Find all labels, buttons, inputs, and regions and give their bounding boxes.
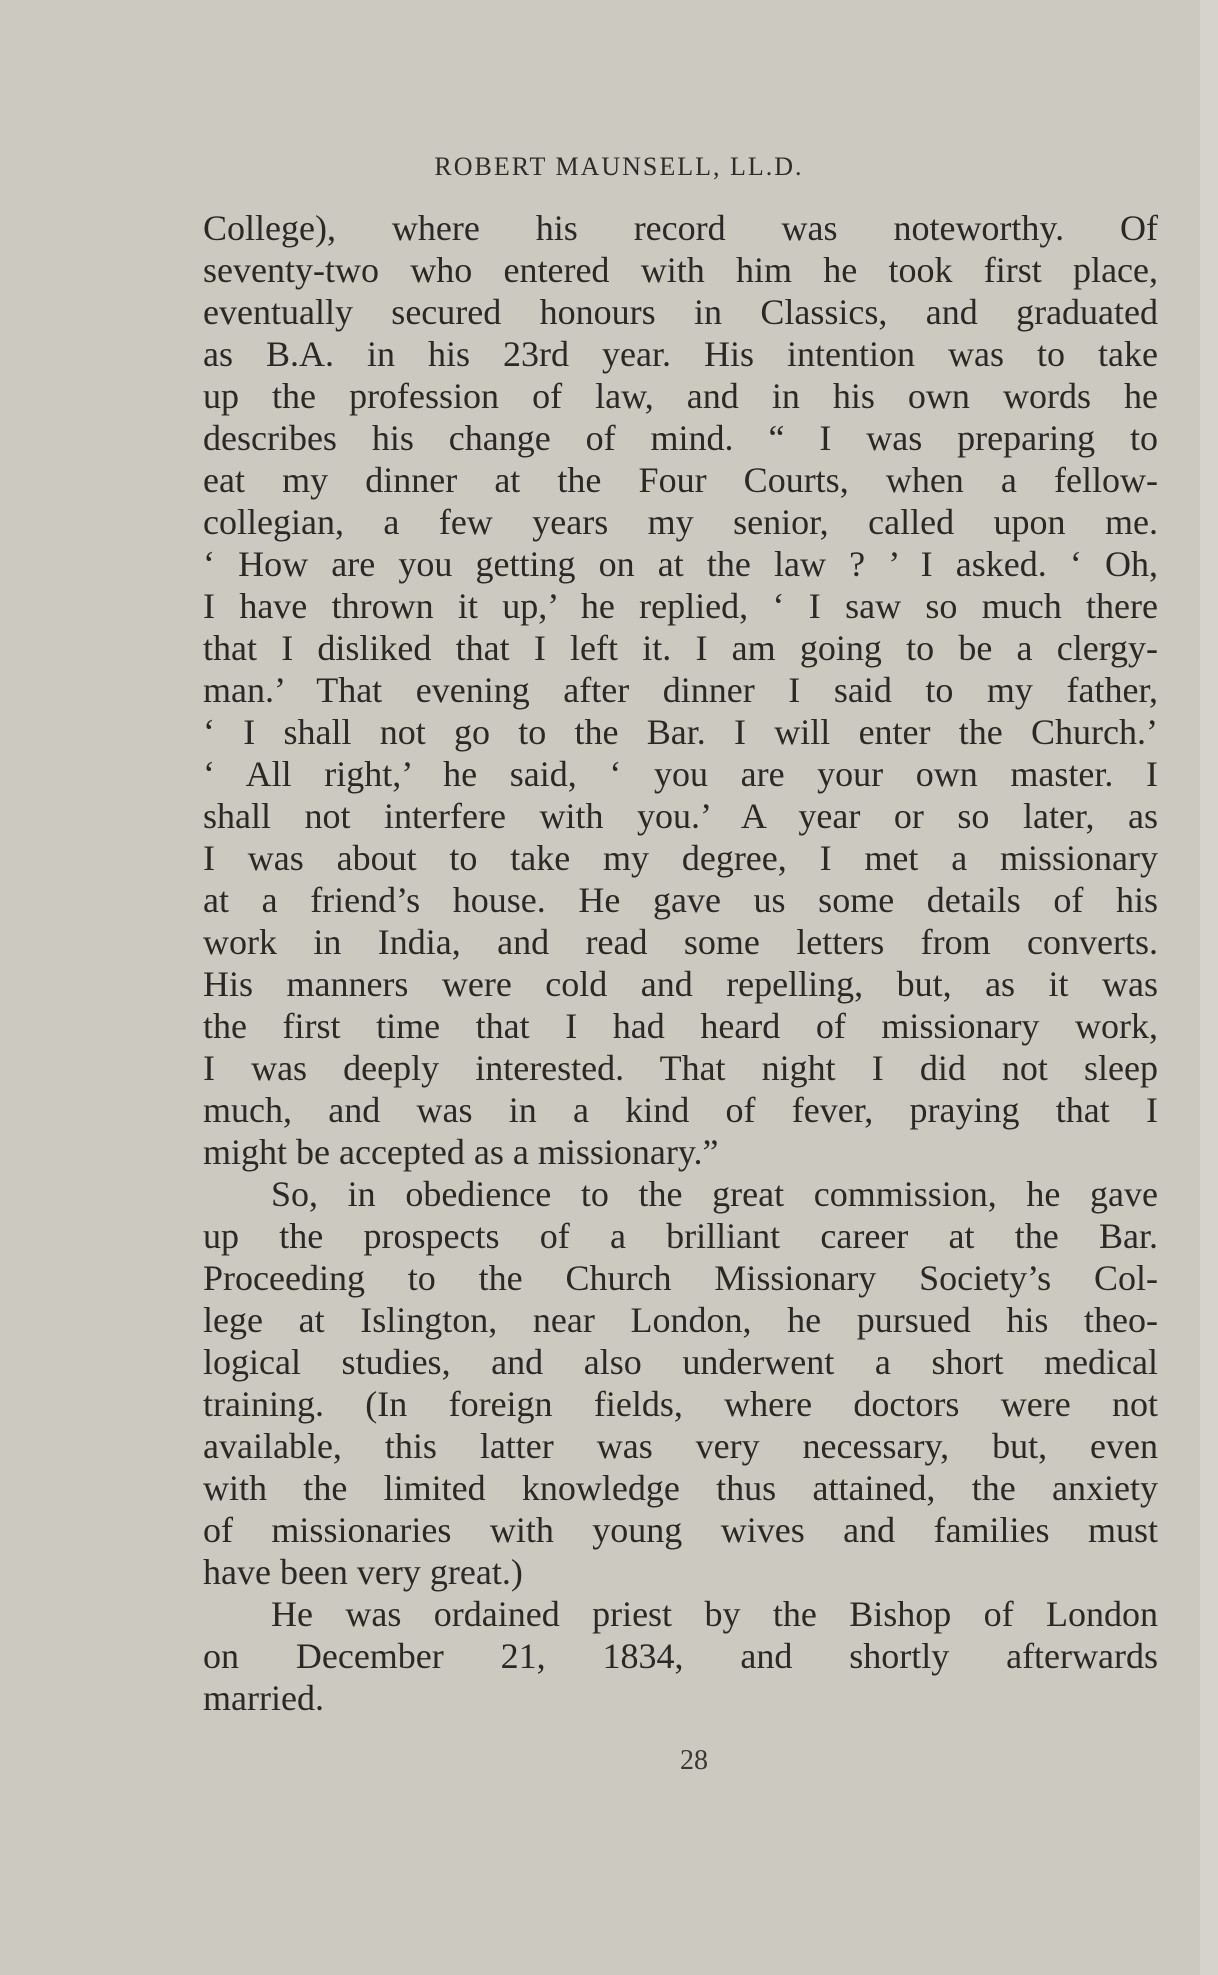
text-line: Proceeding to the Church Missionary Society’s Col-	[203, 1258, 1158, 1298]
text-line: ‘ How are you getting on at the law ? ’ I asked. ‘ Oh,	[203, 544, 1158, 584]
text-line: that I disliked that I left it. I am going to be a clergy-	[203, 628, 1158, 668]
text-line: logical studies, and also underwent a short medical	[203, 1342, 1158, 1382]
text-line: of missionaries with young wives and families must	[203, 1510, 1158, 1550]
text-line: work in India, and read some letters from converts.	[203, 922, 1158, 962]
text-line: married.	[203, 1678, 324, 1718]
text-line: much, and was in a kind of fever, praying that I	[203, 1090, 1158, 1130]
text-line: up the profession of law, and in his own words he	[203, 376, 1158, 416]
text-line: available, this latter was very necessary, but, even	[203, 1426, 1158, 1466]
text-line: College), where his record was noteworthy. Of	[203, 208, 1158, 248]
text-line: with the limited knowledge thus attained, the anxiety	[203, 1468, 1158, 1508]
text-line: eat my dinner at the Four Courts, when a fellow-	[203, 460, 1158, 500]
text-line: I was deeply interested. That night I did not sleep	[203, 1048, 1158, 1088]
text-line: collegian, a few years my senior, called upon me.	[203, 502, 1158, 542]
text-line: I was about to take my degree, I met a missionary	[203, 838, 1158, 878]
text-line: on December 21, 1834, and shortly afterwards	[203, 1636, 1158, 1676]
text-line: man.’ That evening after dinner I said to my father,	[203, 670, 1158, 710]
body-text	[203, 207, 1158, 1719]
text-line: His manners were cold and repelling, but, as it was	[203, 964, 1158, 1004]
text-line: the first time that I had heard of missionary work,	[203, 1006, 1158, 1046]
text-line: describes his change of mind. “ I was preparing to	[203, 418, 1158, 458]
text-line: ‘ I shall not go to the Bar. I will enter the Church.’	[203, 712, 1158, 752]
text-line: So, in obedience to the great commission, he gave	[271, 1174, 1158, 1214]
text-line: lege at Islington, near London, he pursued his theo-	[203, 1300, 1158, 1340]
text-line: eventually secured honours in Classics, and graduated	[203, 292, 1158, 332]
text-line: I have thrown it up,’ he replied, ‘ I saw so much there	[203, 586, 1158, 626]
page-number: 28	[680, 1745, 708, 1776]
text-line: might be accepted as a missionary.”	[203, 1132, 719, 1172]
text-line: shall not interfere with you.’ A year or so later, as	[203, 796, 1158, 836]
text-line: ‘ All right,’ he said, ‘ you are your own master. I	[203, 754, 1158, 794]
page-edge	[1200, 0, 1218, 1975]
text-line: training. (In foreign fields, where doctors were not	[203, 1384, 1158, 1424]
running-head: ROBERT MAUNSELL, LL.D.	[434, 152, 804, 181]
text-line: up the prospects of a brilliant career at the Bar.	[203, 1216, 1158, 1256]
text-line: He was ordained priest by the Bishop of London	[271, 1594, 1158, 1634]
text-line: at a friend’s house. He gave us some details of his	[203, 880, 1158, 920]
text-line: have been very great.)	[203, 1552, 523, 1592]
text-line: seventy-two who entered with him he took first place,	[203, 250, 1158, 290]
text-line: as B.A. in his 23rd year. His intention was to take	[203, 334, 1158, 374]
